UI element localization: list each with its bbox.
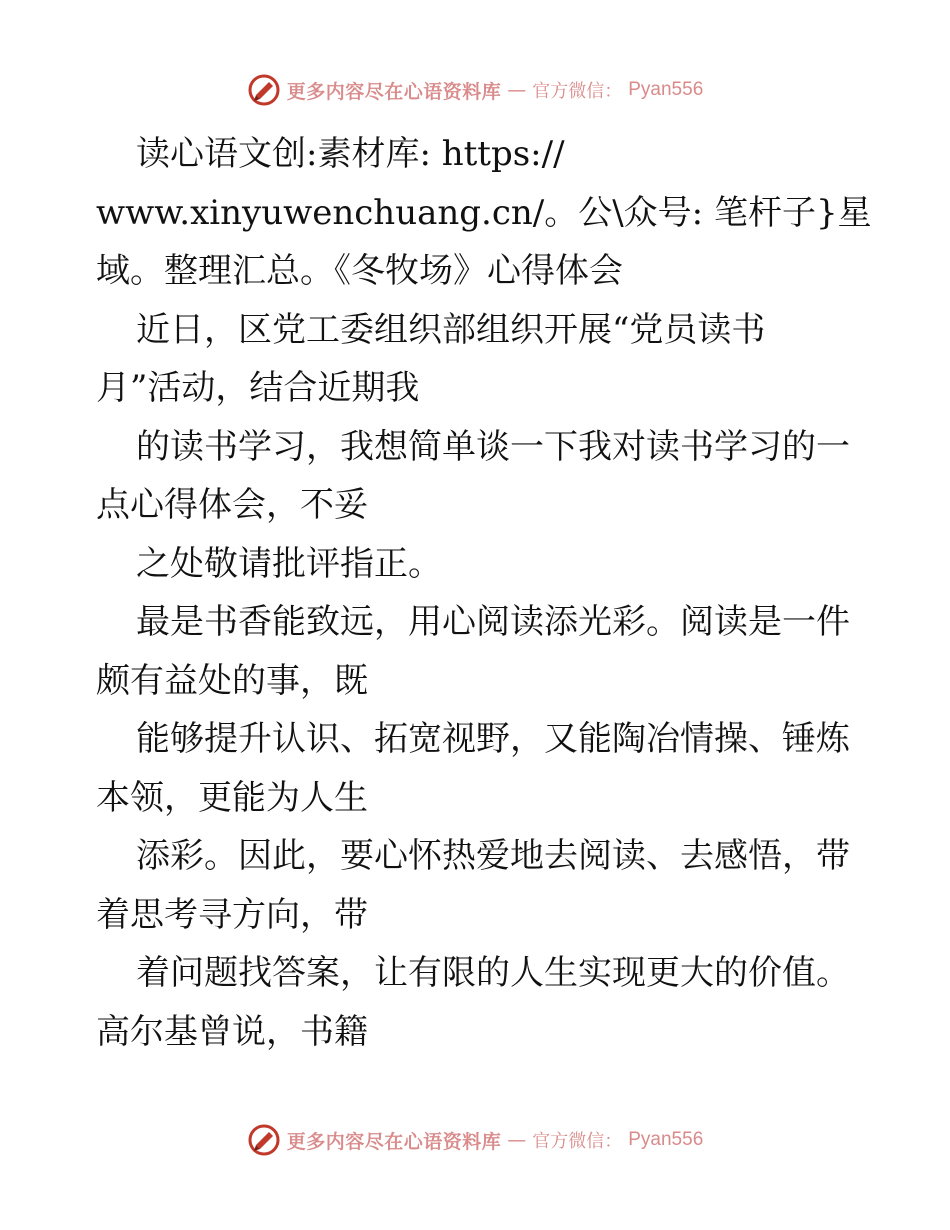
body-line-14: 着思考寻方向，带 [96,894,368,935]
header-banner-text: 更多内容尽在心语资料库 [286,80,502,103]
body-line-9: 最是书香能致远，用心阅读添光彩。阅读是一件 [136,602,850,642]
footer-wechat-label: 官方微信： [532,1131,623,1152]
pen-logo-icon [247,1123,281,1157]
footer-banner [0,1120,950,1160]
header-banner-dash: — [507,79,527,101]
body-line-2: www.xinyuwenchuang.cn/。公\众号: 笔杆子}星 [96,192,872,233]
body-line-7: 点心得体会，不妥 [96,485,368,525]
footer-banner-text: 更多内容尽在心语资料库 [286,1130,502,1153]
body-line-11: 能够提升认识、拓宽视野，又能陶冶情操、锤炼 [136,719,850,759]
document-body [96,125,872,1061]
body-line-4: 近日，区党工委组织部组织开展“党员读书 [136,309,766,350]
body-line-15: 着问题找答案，让有限的人生实现更大的价值。 [136,953,850,993]
header-banner [0,70,950,110]
body-line-6: 的读书学习，我想简单谈一下我对读书学习的一 [136,426,850,467]
body-line-10: 颇有益处的事，既 [96,660,368,701]
body-line-1: 读心语文创:素材库: https:// [136,134,565,174]
body-line-5: 月”活动，结合近期我 [96,368,420,408]
footer-banner-dash: — [507,1129,527,1151]
pen-logo-icon [247,73,281,107]
header-wechat-id: Pyan556 [628,79,704,100]
body-line-8: 之处敬请批评指正。 [136,543,442,584]
header-wechat-label: 官方微信： [532,81,623,102]
body-line-3: 域。整理汇总。《冬牧场》心得体会 [96,251,623,291]
footer-wechat-id: Pyan556 [628,1129,704,1150]
body-line-16: 高尔基曾说，书籍 [96,1011,368,1052]
body-line-12: 本领，更能为人生 [96,777,368,818]
body-line-13: 添彩。因此，要心怀热爱地去阅读、去感悟，带 [136,836,850,876]
